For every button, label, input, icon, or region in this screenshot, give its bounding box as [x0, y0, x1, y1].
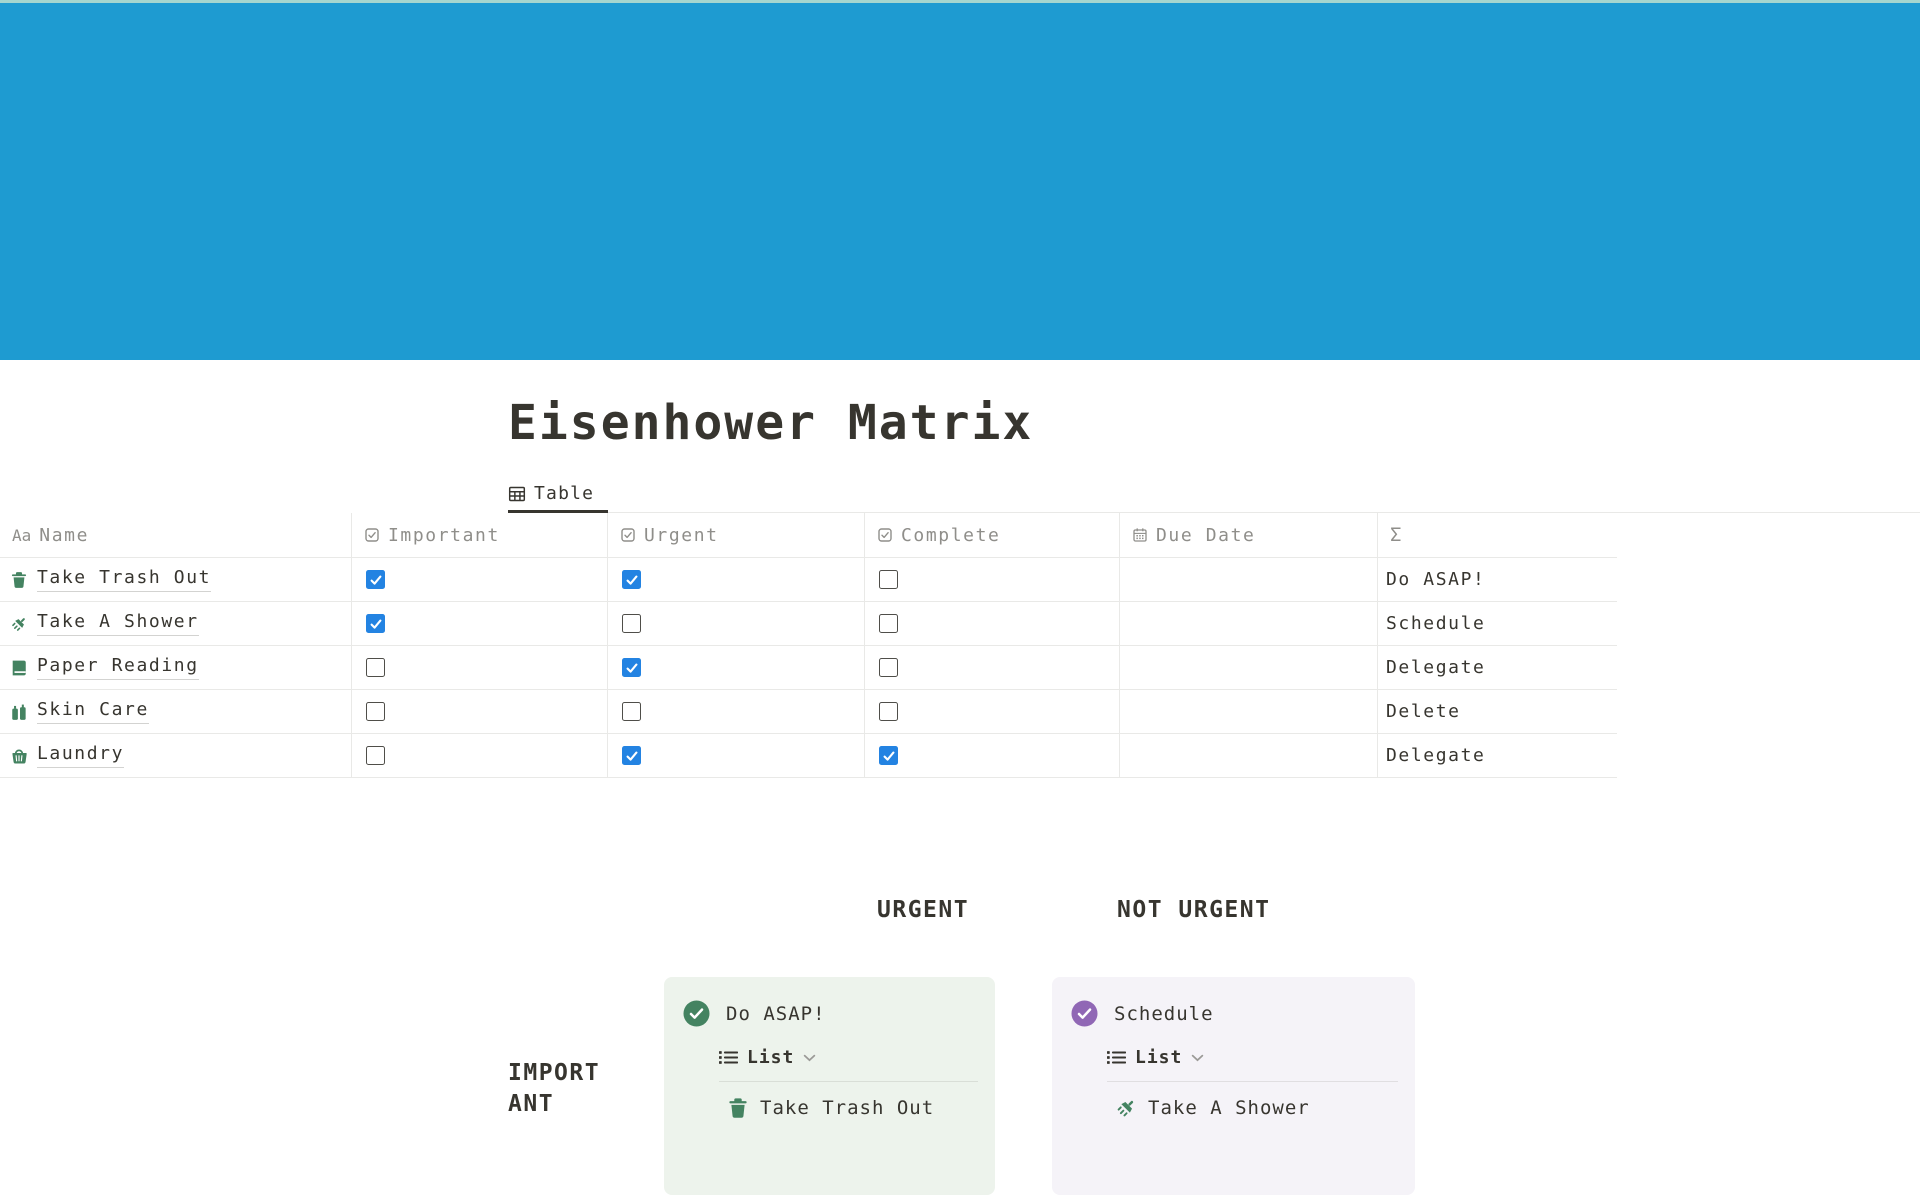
list-item-label: Take A Shower	[1148, 1097, 1310, 1119]
shower-icon	[10, 615, 28, 633]
column-header-complete[interactable]	[864, 513, 1119, 557]
matrix-header-not-urgent: NOT URGENT	[1117, 897, 1271, 923]
checkbox-cell-complete	[864, 734, 1119, 777]
table-header-row	[0, 513, 1920, 558]
calendar-icon	[1132, 527, 1148, 543]
task-name[interactable]: Take Trash Out	[37, 567, 211, 592]
checkbox-cell-urgent	[607, 690, 864, 733]
view-tab-bar	[508, 478, 1920, 513]
check-circle-icon	[683, 1000, 710, 1027]
checkbox-complete[interactable]	[879, 746, 898, 765]
checkbox-important[interactable]	[366, 702, 385, 721]
due-date-cell[interactable]	[1119, 690, 1377, 733]
table-row	[0, 646, 1617, 690]
tab-table[interactable]	[508, 478, 608, 513]
view-selector[interactable]	[719, 1047, 995, 1068]
checkbox-cell-important	[351, 602, 607, 645]
list-item[interactable]	[727, 1097, 995, 1119]
task-name-cell[interactable]	[0, 734, 351, 777]
checkbox-cell-complete	[864, 602, 1119, 645]
task-name-cell[interactable]	[0, 646, 351, 689]
column-label: Complete	[901, 524, 1001, 546]
formula-cell: Delegate	[1377, 646, 1617, 689]
checkbox-urgent[interactable]	[622, 614, 641, 633]
task-name-cell[interactable]	[0, 690, 351, 733]
checkbox-important[interactable]	[366, 746, 385, 765]
list-item-label: Take Trash Out	[760, 1097, 935, 1119]
task-name-cell[interactable]	[0, 602, 351, 645]
column-label: Important	[388, 524, 500, 546]
checkbox-important[interactable]	[366, 614, 385, 633]
table-icon	[508, 485, 526, 503]
chevron-down-icon	[1191, 1054, 1204, 1062]
checkbox-cell-important	[351, 558, 607, 601]
checkbox-urgent[interactable]	[622, 702, 641, 721]
text-icon: Aa	[12, 525, 32, 545]
matrix-header-urgent: URGENT	[877, 897, 970, 923]
table-body	[0, 558, 1920, 778]
checkbox-cell-urgent	[607, 734, 864, 777]
checkbox-urgent[interactable]	[622, 746, 641, 765]
due-date-cell[interactable]	[1119, 646, 1377, 689]
table-row	[0, 734, 1617, 778]
chevron-down-icon	[803, 1054, 816, 1062]
trash-icon	[727, 1097, 749, 1119]
cover-image-edge	[0, 0, 1920, 3]
checkbox-cell-urgent	[607, 602, 864, 645]
checkbox-icon	[877, 527, 893, 543]
basket-icon	[10, 747, 28, 765]
checkbox-complete[interactable]	[879, 702, 898, 721]
column-header-urgent[interactable]	[607, 513, 864, 557]
checkbox-icon	[364, 527, 380, 543]
list-item[interactable]	[1115, 1097, 1415, 1119]
checkbox-urgent[interactable]	[622, 570, 641, 589]
checkbox-important[interactable]	[366, 570, 385, 589]
trash-icon	[10, 571, 28, 589]
checkbox-complete[interactable]	[879, 614, 898, 633]
bottles-icon	[10, 703, 28, 721]
checkbox-complete[interactable]	[879, 570, 898, 589]
quadrant-title: Schedule	[1114, 1002, 1214, 1025]
column-header-important[interactable]	[351, 513, 607, 557]
column-header-due-date[interactable]	[1119, 513, 1377, 557]
formula-cell: Do ASAP!	[1377, 558, 1617, 601]
checkbox-complete[interactable]	[879, 658, 898, 677]
checkbox-important[interactable]	[366, 658, 385, 677]
task-name[interactable]: Skin Care	[37, 699, 149, 724]
checkbox-cell-important	[351, 690, 607, 733]
list-icon	[719, 1050, 738, 1065]
shower-icon	[1115, 1097, 1137, 1119]
tab-label: Table	[534, 483, 595, 505]
divider	[1107, 1081, 1398, 1082]
divider	[719, 1081, 978, 1082]
quadrant-title: Do ASAP!	[726, 1002, 826, 1025]
formula-cell: Delete	[1377, 690, 1617, 733]
table-header-row	[0, 513, 1617, 558]
page-title[interactable]: Eisenhower Matrix	[508, 395, 1034, 451]
sigma-icon: Σ	[1390, 524, 1402, 547]
checkbox-cell-urgent	[607, 646, 864, 689]
list-icon	[1107, 1050, 1126, 1065]
checkbox-urgent[interactable]	[622, 658, 641, 677]
task-name[interactable]: Paper Reading	[37, 655, 199, 680]
checkbox-cell-complete	[864, 690, 1119, 733]
view-selector[interactable]	[1107, 1047, 1415, 1068]
page-content	[0, 360, 1920, 778]
column-label: Due Date	[1156, 524, 1256, 546]
column-header-name[interactable]	[0, 513, 351, 557]
checkbox-icon	[620, 527, 636, 543]
task-name[interactable]: Laundry	[37, 743, 124, 768]
view-label: List	[747, 1047, 795, 1068]
book-icon	[10, 659, 28, 677]
checkbox-cell-complete	[864, 646, 1119, 689]
check-circle-icon	[1071, 1000, 1098, 1027]
quadrant-do-asap	[664, 977, 995, 1195]
formula-cell: Delegate	[1377, 734, 1617, 777]
column-label: Urgent	[644, 524, 719, 546]
checkbox-cell-important	[351, 646, 607, 689]
due-date-cell[interactable]	[1119, 734, 1377, 777]
table-row	[0, 602, 1617, 646]
task-name-cell[interactable]	[0, 558, 351, 601]
database-table	[0, 513, 1920, 778]
page-cover-image[interactable]	[0, 0, 1920, 360]
view-label: List	[1135, 1047, 1183, 1068]
matrix-header-important: IMPORTANT	[508, 1060, 601, 1118]
quadrant-schedule	[1052, 977, 1415, 1195]
table-row	[0, 690, 1617, 734]
column-header-formula[interactable]	[1377, 513, 1617, 557]
due-date-cell[interactable]	[1119, 558, 1377, 601]
due-date-cell[interactable]	[1119, 602, 1377, 645]
table-row	[0, 558, 1617, 602]
checkbox-cell-urgent	[607, 558, 864, 601]
checkbox-cell-important	[351, 734, 607, 777]
checkbox-cell-complete	[864, 558, 1119, 601]
task-name[interactable]: Take A Shower	[37, 611, 199, 636]
column-label: Name	[39, 524, 90, 546]
formula-cell: Schedule	[1377, 602, 1617, 645]
